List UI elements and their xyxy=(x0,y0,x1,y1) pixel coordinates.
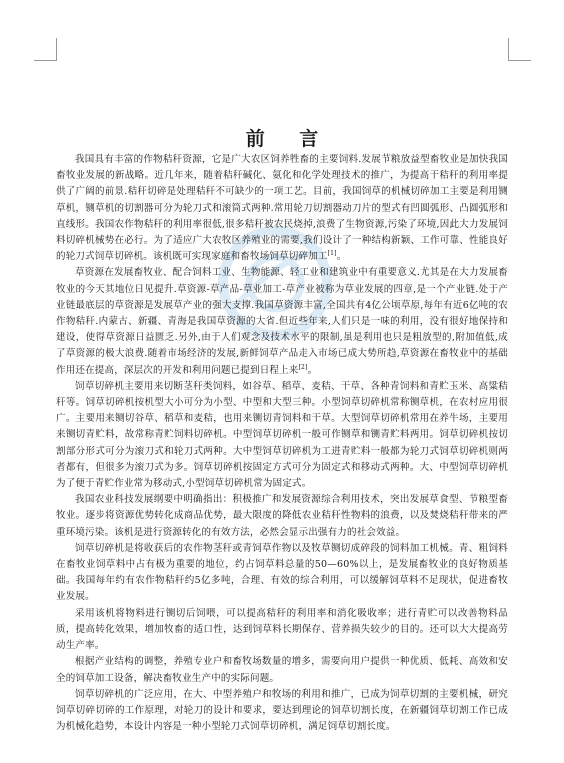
document-body xyxy=(56,152,508,735)
citation: [2] xyxy=(298,363,308,371)
paragraph: 我国具有丰富的作物秸秆资源，它是广大农区饲养牲畜的主要饲料.发展节粮放益型畜牧业是加快我国畜牧业发展的新战略。近几年来，随着秸秆碱化、氨化和化学处理技术的推广，为提高干秸秆的利用率提供了广阔的前景.秸秆切碎是处理秸秆不可缺少的一项工艺。目前，我国饲草的机械切碎加工主要是利用铡草机，铡草机的切割器可分为轮刀式和滚筒式两种.常用轮刀切割器动刀片的型式有凹圆弧形、凸圆弧形和直线形。我国农作物秸秆的利用率很低,很多秸秆被农民烧掉,浪费了生物资源,污染了环境,因此大力发展饲料切碎机械势在必行。为了适应广大农牧区养殖业的需要,我们设计了一种结构新颖、工作可靠、性能良好的轮刀式饲草切碎机。该机既可实现家庭和畜牧场饲草切碎加工[1]。 xyxy=(56,154,508,263)
page-title: 前 言 xyxy=(245,128,333,150)
paragraph: 根据产业结构的调整，养殖专业户和畜牧场数量的增多，需要向用户提供一种优质、低耗、高效和安全的饲草加工设备，解决畜牧业生产中的实际问题。 xyxy=(56,656,508,684)
paragraph: 饲草切碎机是将收获后的农作物茎秆或青饲草作物以及牧草铡切成碎段的饲料加工机械。青、粗饲料在畜牧业饲草料中占有极为重要的地位，约占饲草料总量的50—60%以上，是发展畜牧业的良好物质基础。我国每年约有农作物秸秆约5亿多吨，合理、有效的综合利用，可以缓解饲草料不足现状，促进畜牧业发展。 xyxy=(56,542,508,603)
citation: [1] xyxy=(327,250,337,258)
page-corner-mark-top-right xyxy=(508,38,531,61)
paragraph: 采用该机将物料进行铡切后饲喂，可以提高秸秆的利用率和消化吸收率；进行青贮可以改善物料品质，提高转化效果，增加牧畜的适口性，达到饲草料长期保存、营养损失较少的目的。还可以大大提高劳动生产率。 xyxy=(56,607,508,652)
paragraph: 草资源在发展畜牧业、配合饲料工业、生物能源、轻工业和建筑业中有重要意义.尤其是在大力发展畜牧业的今天其地位日见提升.草资源-草产品-草业加工-草产业被称为草业发展的四章,是一个产业链.处于产业链最底层的草资源是发展草产业的强大支撑.我国草资源丰富,全国共有4亿公顷草原,每年有近6亿吨的农作物秸秆.内蒙古、新疆、青海是我国草资源的大省.但近些年来,人们只是一味的利用，没有很好地保持和建设，使得草资源日益匮乏.另外,由于人们观念及技术水平的限制,虽是利用也只是粗放型的,附加值低,成了草资源的极大浪费.随着市场经济的发展,新鲜饲草产品走入市场已成大势所趋,草资源在畜牧业中的基础作用还在提高，深层次的开发和利用问题已提到日程上来[2]。 xyxy=(56,267,508,376)
paragraph: 饲草切碎机主要用来切断茎秆类饲料，如谷草、稻草、麦秸、干草、各种青饲料和青贮玉米、高粱秸秆等。饲草切碎机按机型大小可分为小型、中型和大型三种。小型饲草切碎机常称铡草机，在农村应用很广。主要用来铡切谷草、稻草和麦秸，也用来铡切青饲料和干草。大型饲草切碎机常用在养牛场，主要用来铡切青贮料，故常称青贮饲料切碎机。中型饲草切碎机一般可作铡草和铡青贮料两用。饲草切碎机按切割部分形式可分为滚刀式和轮刀式两种。大中型饲草切碎机为工进青贮料一般都为轮刀式饲草切碎机则两者都有，但很多为滚刀式为多。饲草切碎机按固定方式可分为固定式和移动式两种。大、中型饲草切碎机为了便于青贮作业常为移动式,小型饲草切碎机常为固定式。 xyxy=(56,380,508,490)
paragraph: 我国农业科技发展纲要中明确指出：积极推广和发展资源综合利用技术，突出发展草食型、节粮型畜牧业。逐步将资源优势转化成商品优势，最大限度的降低农业秸秆性物料的浪费，以及焚烧秸秆带来的严重环境污染。该机是进行资源转化的有效方法，必然会显示出强有力的社会效益。 xyxy=(56,494,508,538)
page-corner-mark-top-left xyxy=(34,38,57,61)
paragraph: 饲草切碎机的广泛应用，在大、中型养殖户和牧场的利用和推广，已成为饲草切割的主要机械，研究饲草切碎切碎的工作原理，对轮刀的设计和要求，要达到理论的饲草切割长度，在新疆饲草切割工作已成为机械化趋势，本设计内容是一种小型轮刀式饲草切碎机，满足饲草切割长度。 xyxy=(56,688,508,733)
